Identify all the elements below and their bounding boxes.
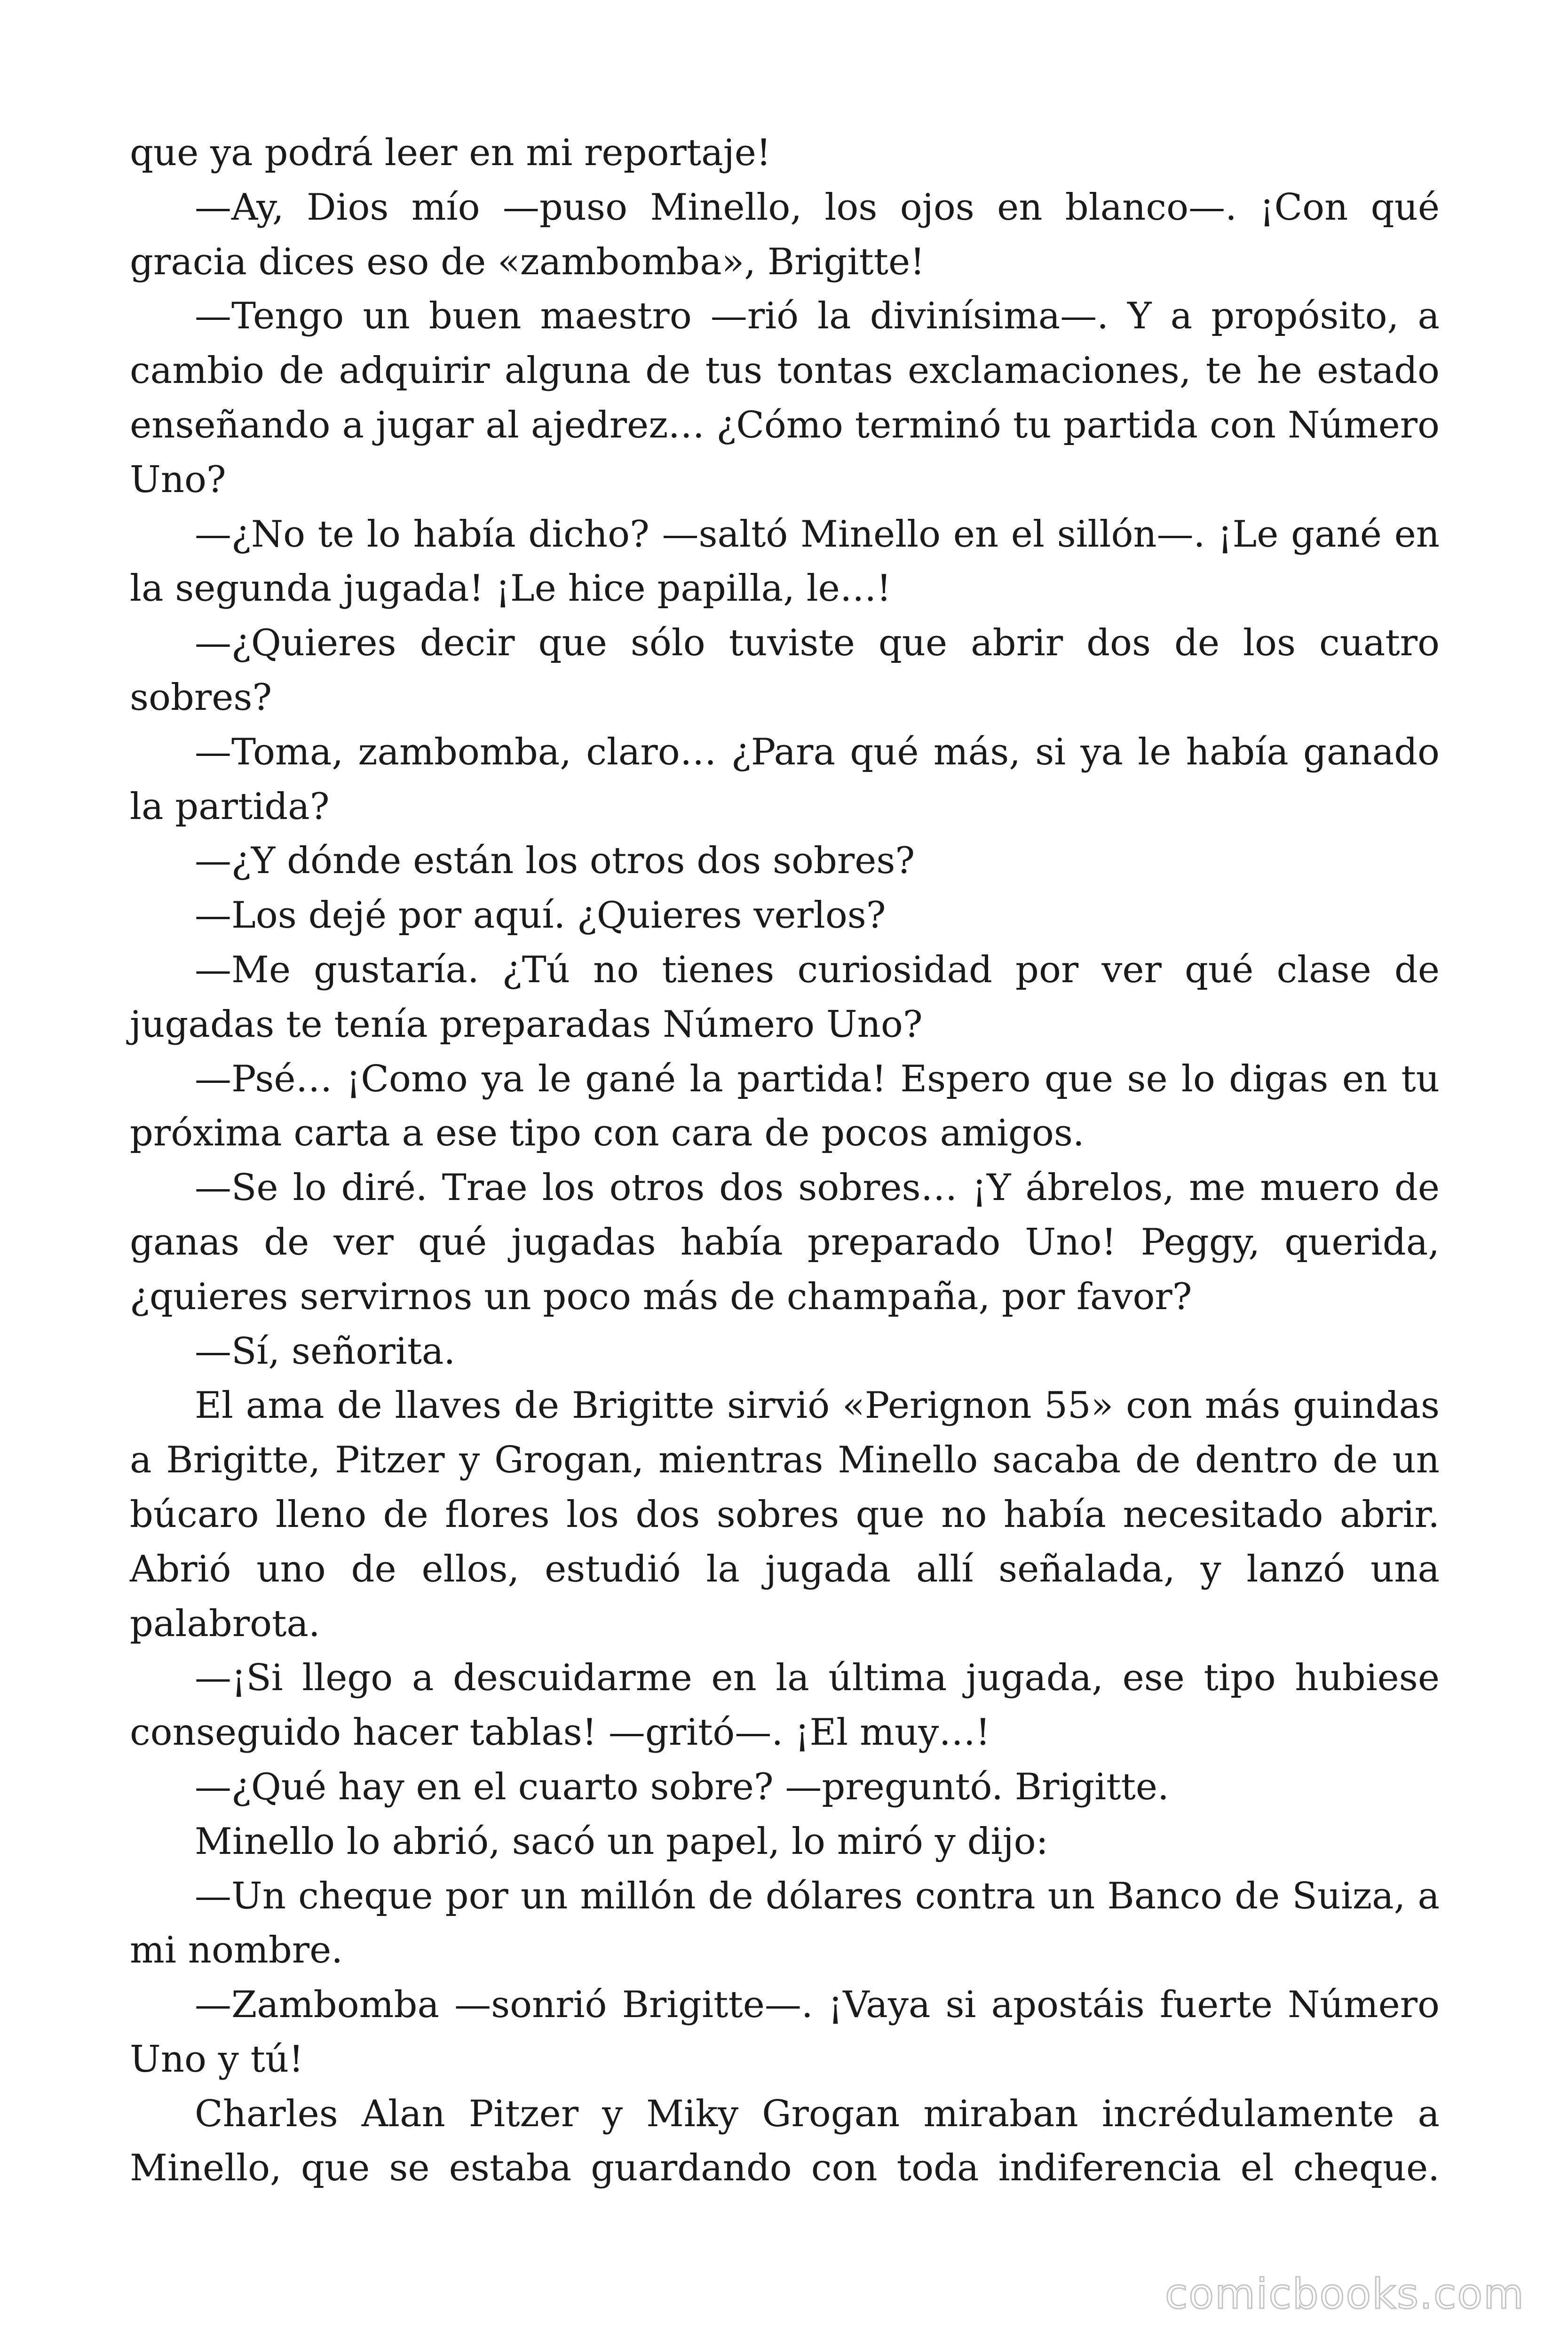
paragraph: —¿Y dónde están los otros dos sobres?: [195, 840, 915, 882]
paragraph: —Un cheque por un millón de dólares contra un Banco de Suiza, a mi nombre.: [130, 1875, 1440, 1972]
paragraph: que ya podrá leer en mi reportaje!: [130, 132, 771, 174]
paragraph: El ama de llaves de Brigitte sirvió «Perignon 55» con más guindas a Brigitte, Pitzer y Grogan, mientras Minello sacaba de dentro de un búcaro lleno de flores los dos sobres que no había necesitado abrir. Abrió uno de ellos, estudió la jugada allí señalada, y lanzó una palabrota.: [130, 1384, 1440, 1645]
paragraph: —Se lo diré. Trae los otros dos sobres… ¡Y ábrelos, me muero de ganas de ver qué jugadas había preparado Uno! Peggy, querida, ¿quieres servirnos un poco más de champaña, por favor?: [130, 1167, 1440, 1318]
paragraph: —Tengo un buen maestro —rió la divinísima—. Y a propósito, a cambio de adquirir alguna de tus tontas exclamaciones, te he estado enseñando a jugar al ajedrez… ¿Cómo terminó tu partida con Número Uno?: [130, 295, 1440, 501]
page-text: [130, 126, 1440, 2196]
paragraph: Charles Alan Pitzer y Miky Grogan miraban incrédulamente a Minello, que se estaba guardando con toda indiferencia el cheque.: [130, 2092, 1440, 2190]
paragraph: Minello lo abrió, sacó un papel, lo miró y dijo:: [195, 1820, 1048, 1863]
paragraph: —Sí, señorita.: [195, 1330, 456, 1373]
paragraph: —Me gustaría. ¿Tú no tienes curiosidad por ver qué clase de jugadas te tenía preparadas Número Uno?: [130, 948, 1440, 1046]
paragraph: —¿No te lo había dicho? —saltó Minello en el sillón—. ¡Le gané en la segunda jugada! ¡Le hice papilla, le…!: [130, 513, 1440, 610]
paragraph: —Los dejé por aquí. ¿Quieres verlos?: [195, 894, 886, 937]
watermark: comicbooks.com: [1164, 2270, 1525, 2318]
paragraph: —Toma, zambomba, claro… ¿Para qué más, si ya le había ganado la partida?: [130, 731, 1440, 828]
paragraph: —¿Qué hay en el cuarto sobre? —preguntó. Brigitte.: [195, 1765, 1169, 1808]
paragraph: —¡Si llego a descuidarme en la última jugada, ese tipo hubiese conseguido hacer tablas! —gritó—. ¡El muy…!: [130, 1657, 1440, 1754]
paragraph: —Zambomba —sonrió Brigitte—. ¡Vaya si apostáis fuerte Número Uno y tú!: [130, 1984, 1440, 2081]
paragraph: —Psé… ¡Como ya le gané la partida! Espero que se lo digas en tu próxima carta a ese tipo con cara de pocos amigos.: [130, 1057, 1440, 1155]
paragraph: —Ay, Dios mío —puso Minello, los ojos en blanco—. ¡Con qué gracia dices eso de «zambomba», Brigitte!: [130, 186, 1440, 283]
paragraph: —¿Quieres decir que sólo tuviste que abrir dos de los cuatro sobres?: [130, 622, 1440, 719]
